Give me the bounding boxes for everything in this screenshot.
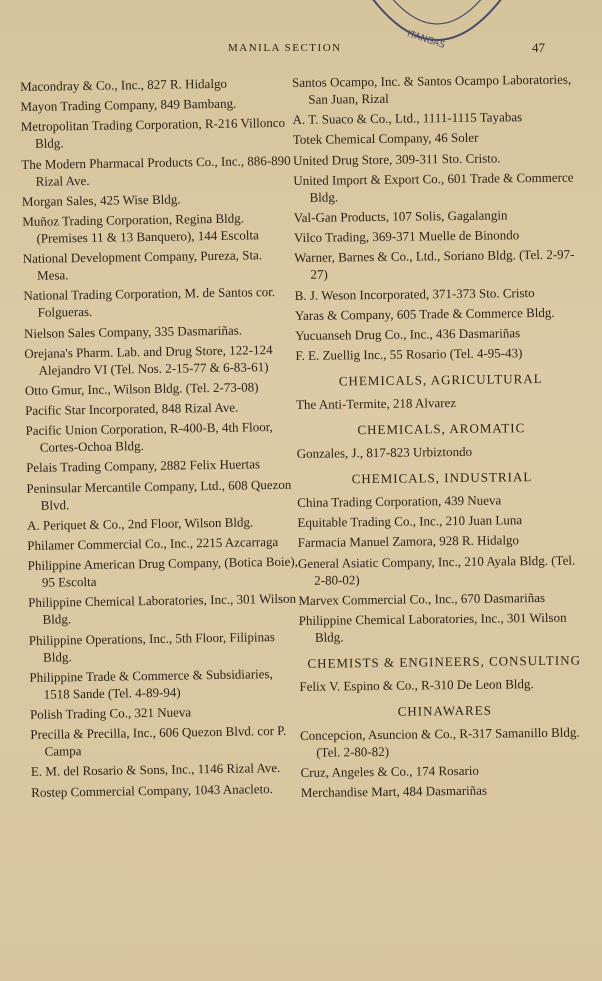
- list-item: China Trading Corporation, 439 Nueva: [297, 492, 502, 511]
- list-item: Pelais Trading Company, 2882 Felix Huertas: [26, 456, 261, 476]
- list-item: Pacific Union Corporation, R-400-B, 4th Floor, Cortes-Ochoa Bldg.: [25, 419, 273, 455]
- list-item: Totek Chemical Company, 46 Soler: [292, 130, 479, 148]
- list-item: Otto Gmur, Inc., Wilson Bldg. (Tel. 2-73-08): [24, 379, 259, 398]
- section-heading: CHEMICALS, INDUSTRIAL: [351, 469, 533, 487]
- list-item: A. T. Suaco & Co., Ltd., 1111-1115 Tayabas: [292, 109, 523, 128]
- list-item: Gonzales, J., 817-823 Urbiztondo: [296, 443, 473, 462]
- list-item: E. M. del Rosario & Sons, Inc., 1146 Rizal Ave.: [30, 760, 281, 780]
- list-item: Equitable Trading Co., Inc., 210 Juan Luna: [297, 512, 523, 531]
- list-item: United Drug Store, 309-311 Sto. Cristo.: [292, 150, 501, 168]
- list-item: Metropolitan Trading Corporation, R-216 Villonco Bldg.: [20, 115, 286, 152]
- list-item: Peninsular Mercantile Company, Ltd., 608 Quezon Blvd.: [26, 476, 292, 513]
- list-item: Philippine Operations, Inc., 5th Floor, Filipinas Bldg.: [28, 628, 276, 665]
- list-item: United Import & Export Co., 601 Trade & Commerce Bldg.: [293, 169, 574, 205]
- list-item: Mayon Trading Company, 849 Bambang.: [20, 95, 237, 115]
- left-column: [20, 74, 303, 804]
- list-item: Marvex Commercial Co., Inc., 670 Dasmariñas: [298, 589, 546, 608]
- list-item: Philippine Chemical Laboratories, Inc., 301 Wilson Bldg.: [298, 609, 567, 645]
- section-heading: CHINAWARES: [397, 702, 492, 719]
- page-number: 47: [532, 40, 545, 55]
- section-heading: CHEMICALS, AGRICULTURAL: [338, 371, 543, 389]
- section-heading: CHEMISTS & ENGINEERS, CONSULTING: [307, 652, 582, 671]
- list-item: Philippine Trade & Commerce & Subsidiaries, 1518 Sande (Tel. 4-89-94): [29, 665, 273, 702]
- list-item: Concepcion, Asuncion & Co., R-317 Samanillo Bldg. (Tel. 2-80-82): [299, 724, 580, 760]
- list-item: National Trading Corporation, M. de Santos cor. Folgueras.: [23, 284, 276, 321]
- section-heading: CHEMICALS, AROMATIC: [357, 420, 526, 438]
- list-item: Polish Trading Co., 321 Nueva: [29, 704, 192, 722]
- right-column: [292, 70, 591, 804]
- list-item: Muñoz Trading Corporation, Regina Bldg. (Premises 11 & 13 Banquero), 144 Escolta: [22, 210, 259, 246]
- stamp-text: ITANGAS: [405, 29, 447, 51]
- list-item: Merchandise Mart, 484 Dasmariñas: [300, 783, 488, 801]
- list-item: Warner, Barnes & Co., Ltd., Soriano Bldg. (Tel. 2-97-27): [294, 246, 575, 283]
- list-item: Philamer Commercial Co., Inc., 2215 Azcarraga: [27, 534, 279, 553]
- running-head: MANILA SECTION: [228, 42, 342, 54]
- list-item: Pacific Star Incorporated, 848 Rizal Ave.: [25, 399, 239, 419]
- list-item: Farmacia Manuel Zamora, 928 R. Hidalgo: [297, 532, 520, 551]
- list-item: B. J. Weson Incorporated, 371-373 Sto. Cristo: [294, 284, 535, 303]
- list-item: The Anti-Termite, 218 Alvarez: [295, 395, 457, 413]
- list-item: Yaras & Company, 605 Trade & Commerce Bldg.: [294, 304, 555, 323]
- list-item: Felix V. Espino & Co., R-310 De Leon Bldg.: [299, 676, 534, 694]
- list-item: Cruz, Angeles & Co., 174 Rosario: [300, 762, 480, 781]
- list-item: Yucuanseh Drug Co., Inc., 436 Dasmariñas: [295, 325, 521, 343]
- list-item: Vilco Trading, 369-371 Muelle de Binondo: [293, 227, 520, 246]
- list-item: Precilla & Precilla, Inc., 606 Quezon Blvd. cor P. Campa: [30, 723, 287, 759]
- list-item: National Development Company, Pureza, Sta. Mesa.: [22, 247, 263, 283]
- list-item: Rostep Commercial Company, 1043 Anacleto.: [31, 780, 274, 800]
- list-item: Orejana's Pharm. Lab. and Drug Store, 122-124 Alejandro VI (Tel. Nos. 2-15-77 & 6-83-61): [24, 341, 273, 378]
- list-item: F. E. Zuellig Inc., 55 Rosario (Tel. 4-95-43): [295, 345, 523, 364]
- list-item: Morgan Sales, 425 Wise Bldg.: [21, 191, 181, 209]
- library-stamp: [362, 0, 512, 62]
- list-item: A. Periquet & Co., 2nd Floor, Wilson Bldg.: [26, 514, 254, 533]
- list-item: Philippine American Drug Company, (Botica Boie), 95 Escolta: [27, 553, 299, 590]
- list-item: The Modern Pharmacal Products Co., Inc., 886-890 Rizal Ave.: [21, 152, 291, 189]
- list-item: Philippine Chemical Laboratories, Inc., 301 Wilson Bldg.: [28, 591, 297, 628]
- list-item: General Asiatic Company, Inc., 210 Ayala Bldg. (Tel. 2-80-02): [297, 552, 576, 588]
- list-item: Nielson Sales Company, 335 Dasmariñas.: [23, 322, 243, 341]
- list-item: Val-Gan Products, 107 Solis, Gagalangin: [293, 207, 508, 225]
- list-item: Santos Ocampo, Inc. & Santos Ocampo Laboratories, San Juan, Rizal: [292, 71, 572, 107]
- list-item: Macondray & Co., Inc., 827 R. Hidalgo: [20, 75, 228, 94]
